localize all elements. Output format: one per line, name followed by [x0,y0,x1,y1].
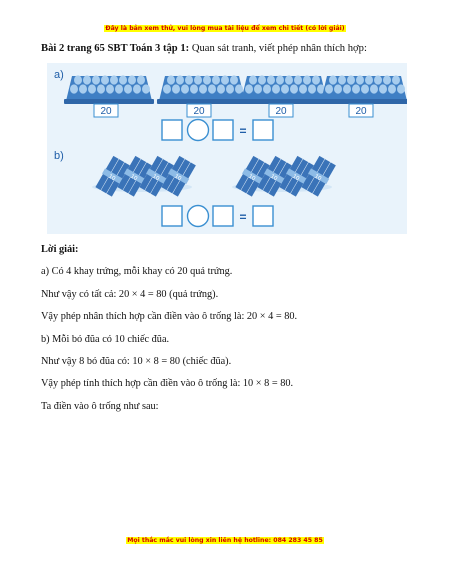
bundle-label: 10 [313,173,323,183]
egg-tray-4 [319,75,407,117]
answer-row-a [162,120,273,141]
chopstick-bundles-left [92,155,197,197]
answer-box-b-result[interactable] [253,206,273,226]
answer-box-b-2[interactable] [213,206,233,226]
answer-box-b-1[interactable] [162,206,182,226]
problem-prompt: Quan sát tranh, viết phép nhân thích hợp: [191,43,367,54]
bundle-label: 10 [107,173,117,183]
bundle-label: 10 [151,173,161,183]
hotline-text: Mọi thắc mắc vui lòng xin liên hệ hotline: 084 283 45 85 [127,537,323,544]
bundle-label: 10 [129,173,139,183]
solution-line-7: Ta điền vào ô trống như sau: [41,401,159,412]
egg-tray-2 [157,75,247,117]
operator-circle-a[interactable] [188,120,209,141]
part-a-label: a) [54,69,64,81]
solution-line-1: a) Có 4 khay trứng, mỗi khay có 20 quả trứng. [41,266,233,277]
part-b-label: b) [54,150,64,162]
answer-box-a-1[interactable] [162,120,182,140]
solution-line-6: Vậy phép tính thích hợp cần điền vào ô trống là: 10 × 8 = 80. [41,378,294,389]
solution-line-3: Vậy phép nhân thích hợp cần điền vào ô trống là: 20 × 4 = 80. [41,311,298,322]
operator-circle-b[interactable] [188,206,209,227]
egg-tray-3 [239,75,329,117]
equals-sign-a: = [239,124,247,138]
solution-line-5: Như vậy 8 bó đũa có: 10 × 8 = 80 (chiếc đũa). [41,356,232,367]
solution-line-2: Như vậy có tất cả: 20 × 4 = 80 (quả trứng). [41,289,219,300]
hotline-banner [0,537,450,544]
bundle-label: 10 [173,173,183,183]
tray-4-count: 20 [355,106,367,117]
illustration-svg [47,63,407,234]
bundle-label: 10 [247,173,257,183]
preview-notice-text: Đây là bản xem thử, vui lòng mua tài liệu để xem chi tiết (có lời giải) [105,25,345,32]
problem-illustration [47,63,407,234]
solution-heading: Lời giải: [41,244,79,255]
answer-row-b [162,206,273,227]
equals-sign-b: = [239,210,247,224]
preview-notice-banner [0,25,450,32]
chopstick-bundles-right [232,155,337,197]
problem-number: Bài 2 trang 65 SBT Toán 3 tập 1: [41,43,190,54]
bundle-label: 10 [291,173,301,183]
tray-1-count: 20 [100,106,112,117]
tray-3-count: 20 [275,106,287,117]
answer-box-a-result[interactable] [253,120,273,140]
problem-title [41,43,421,54]
tray-2-count: 20 [193,106,205,117]
solution-line-4: b) Mỗi bó đũa có 10 chiếc đũa. [41,334,170,345]
answer-box-a-2[interactable] [213,120,233,140]
egg-tray-1 [64,75,154,117]
bundle-label: 10 [269,173,279,183]
